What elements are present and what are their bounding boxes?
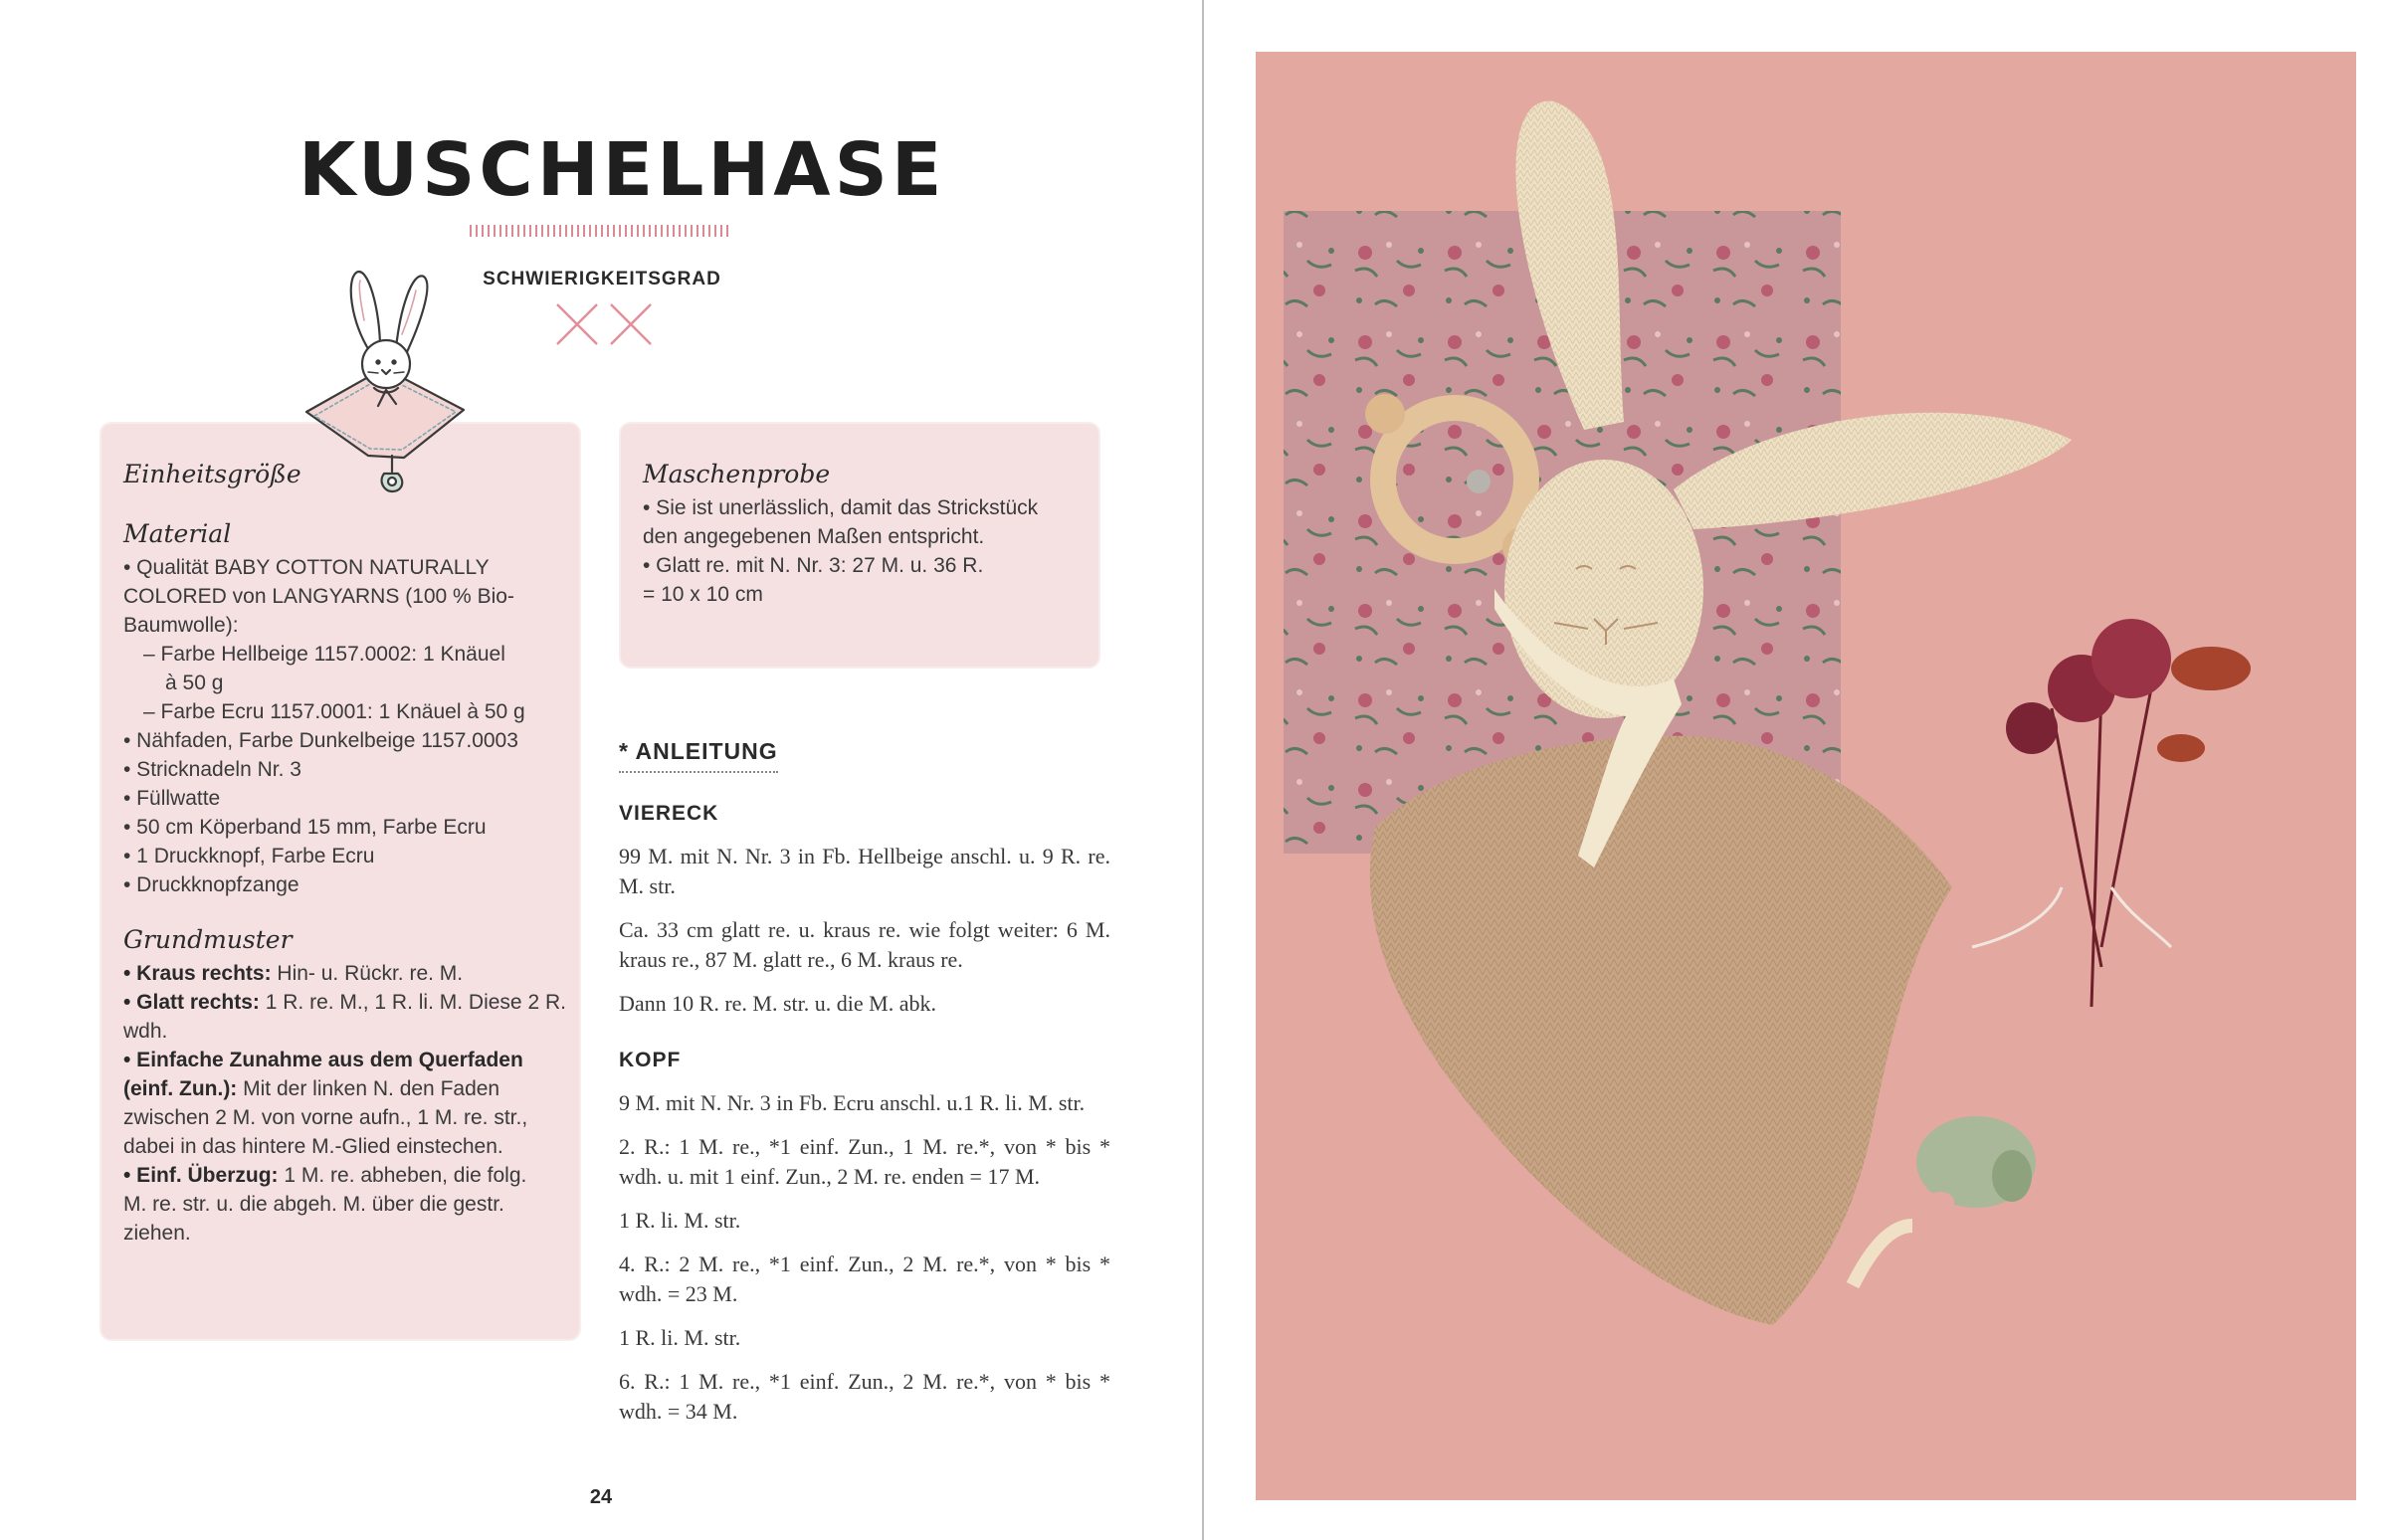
pattern-item-text: zwischen 2 M. von vorne aufn., 1 M. re. str., [123,1106,528,1129]
pattern-item [123,1046,571,1074]
material-item: • Füllwatte [123,787,221,810]
kopf-paragraph: 6. R.: 1 M. re., *1 einf. Zun., 2 M. re.*, von * bis * wdh. = 34 M. [619,1369,1110,1424]
viereck-paragraph: Ca. 33 cm glatt re. u. kraus re. wie folgt weiter: 6 M. kraus re., 87 M. glatt re., 6 M. kraus re. [619,917,1110,972]
right-page [1204,0,2388,1540]
pattern-item [123,988,571,1017]
pattern-item-term: • Glatt rechts: [123,991,260,1014]
pattern-item-text: 1 M. re. abheben, die folg. [278,1164,527,1187]
material-item: – Farbe Hellbeige 1157.0002: 1 Knäuel [143,643,505,666]
kopf-paragraph: 1 R. li. M. str. [619,1325,741,1350]
material-item: à 50 g [165,672,224,694]
gauge-heading: Maschenprobe [643,460,831,488]
material-item: Baumwolle): [123,614,239,637]
pattern-list [123,959,571,1248]
pattern-heading: Grundmuster [123,925,293,954]
pattern-item-text: dabei in das hintere M.-Glied einstechen. [123,1135,503,1158]
gauge-item: den angegebenen Maßen entspricht. [643,525,985,548]
pattern-item-term: • Einfache Zunahme aus dem Querfaden [123,1049,523,1071]
page-title: KUSCHELHASE [298,127,946,213]
difficulty-cross-icons [549,298,661,350]
material-item: COLORED von LANGYARNS (100 % Bio- [123,585,514,608]
material-item: • Qualität BABY COTTON NATURALLY [123,556,490,579]
pattern-item-text: wdh. [123,1020,168,1043]
pattern-item-text: 1 R. re. M., 1 R. li. M. Diese 2 R. [259,991,566,1014]
kopf-heading: KOPF [619,1049,682,1071]
pattern-item-term: (einf. Zun.): [123,1077,238,1100]
difficulty-label: SCHWIERIGKEITSGRAD [483,269,721,289]
material-item: • Nähfaden, Farbe Dunkelbeige 1157.0003 [123,729,518,752]
pattern-item-text: Hin- u. Rückr. re. M. [271,962,464,985]
gauge-item: • Sie ist unerlässlich, damit das Strickstück [643,496,1039,519]
pattern-item-term: • Kraus rechts: [123,962,272,985]
material-item: • Stricknadeln Nr. 3 [123,758,301,781]
pattern-item [123,1017,571,1046]
knitted-bunny-photo [1256,52,2356,1500]
material-item: – Farbe Ecru 1157.0001: 1 Knäuel à 50 g [143,700,525,723]
pattern-item [123,1132,571,1161]
pattern-item [123,1190,571,1219]
pattern-item [123,959,571,988]
kopf-paragraph: 1 R. li. M. str. [619,1208,741,1233]
size-heading: Einheitsgröße [123,460,301,488]
kopf-paragraph: 2. R.: 1 M. re., *1 einf. Zun., 1 M. re.*, von * bis * wdh. u. mit 1 einf. Zun., 2 M. re. enden = 17 M. [619,1134,1110,1189]
bunny-illustration-icon [289,261,484,529]
gauge-item: • Glatt re. mit N. Nr. 3: 27 M. u. 36 R. [643,554,984,577]
pattern-item [123,1219,571,1248]
material-item: • Druckknopfzange [123,873,299,896]
difficulty-cross-icon-1 [557,304,597,344]
pattern-item [123,1074,571,1103]
gauge-item: = 10 x 10 cm [643,583,763,606]
viereck-paragraph: Dann 10 R. re. M. str. u. die M. abk. [619,991,936,1016]
page-number: 24 [589,1486,613,1508]
kopf-paragraph: 9 M. mit N. Nr. 3 in Fb. Ecru anschl. u.1 R. li. M. str. [619,1090,1086,1115]
pattern-item-text: ziehen. [123,1222,191,1245]
material-item: • 50 cm Köperband 15 mm, Farbe Ecru [123,816,487,839]
gauge-list [643,493,1091,609]
pattern-item-term: • Einf. Überzug: [123,1164,279,1187]
viereck-paragraph: 99 M. mit N. Nr. 3 in Fb. Hellbeige anschl. u. 9 R. re. M. str. [619,844,1110,898]
material-list [123,553,571,899]
pattern-item-text: M. re. str. u. die abgeh. M. über die gestr. [123,1193,504,1216]
title-divider [470,225,732,237]
material-heading: Material [123,519,232,548]
kopf-paragraph: 4. R.: 2 M. re., *1 einf. Zun., 2 M. re.*, von * bis * wdh. = 23 M. [619,1251,1110,1306]
difficulty-cross-icon-2 [611,304,651,344]
material-item: • 1 Druckknopf, Farbe Ecru [123,845,375,867]
pattern-item [123,1103,571,1132]
viereck-heading: VIERECK [619,802,719,825]
pattern-item [123,1161,571,1190]
instructions-heading: * ANLEITUNG [619,738,778,773]
pattern-item-text: Mit der linken N. den Faden [237,1077,500,1100]
